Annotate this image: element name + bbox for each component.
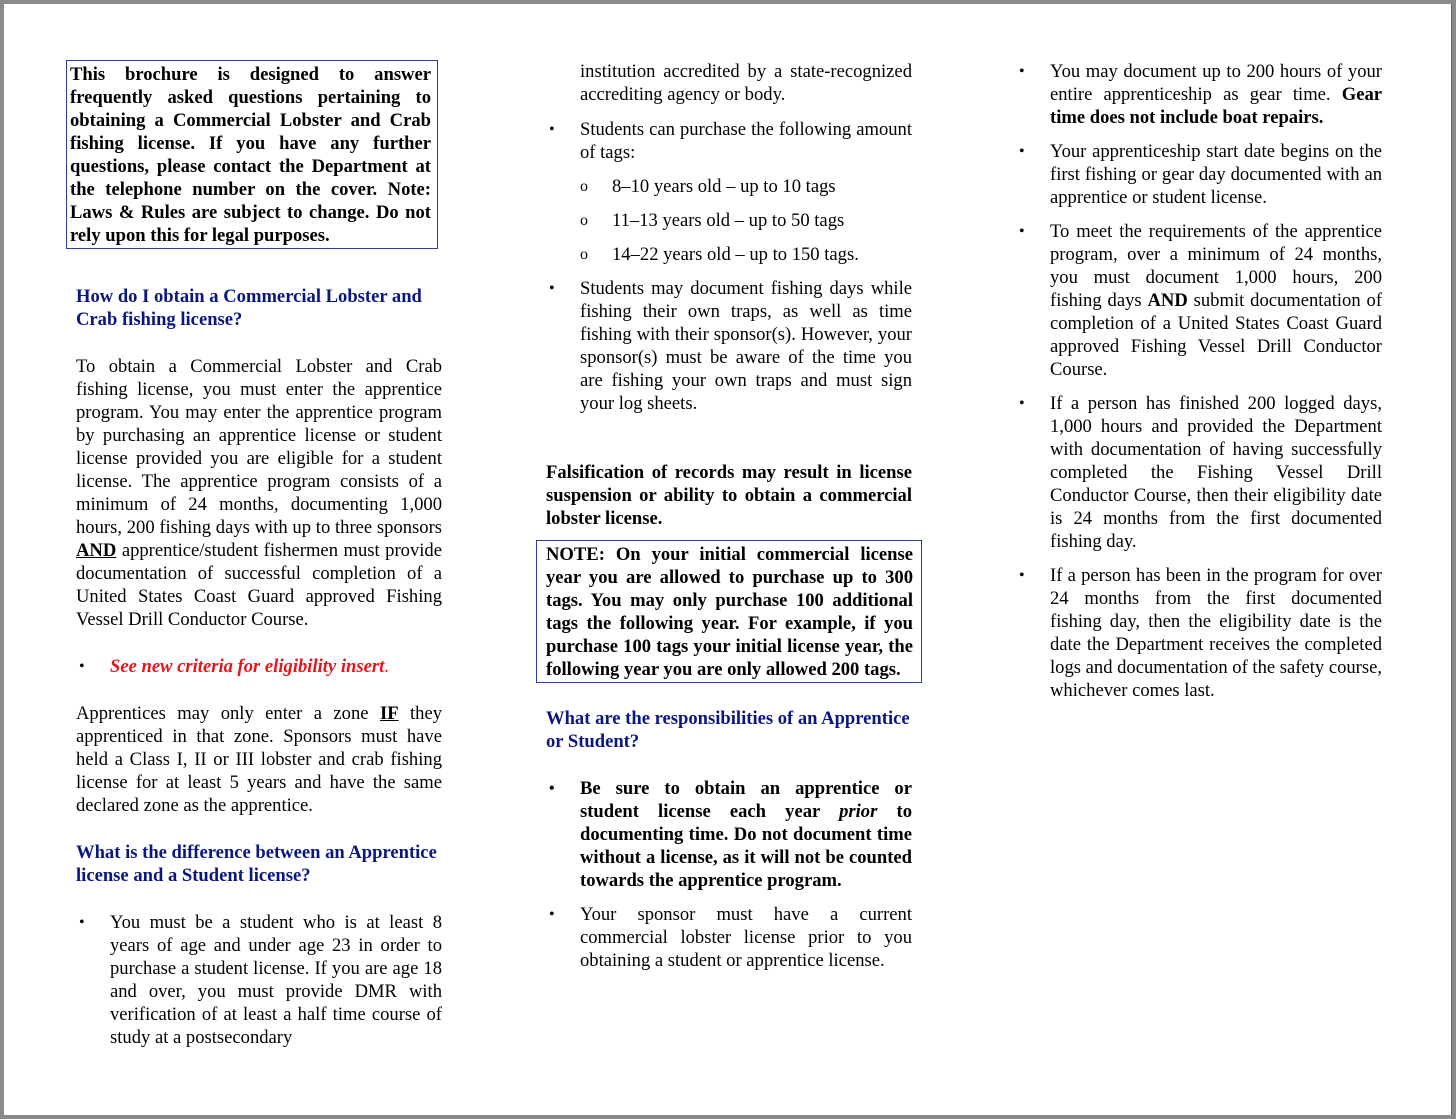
paragraph-zones: Apprentices may only enter a zone IF they apprenticed in that zone. Sponsors must have held a Class I, II or III lobster and crab fishing license for at least 5 years and have the same declared zone as the apprentice. — [76, 703, 442, 816]
sponsor-license-bullet: • Your sponsor must have a current commercial lobster license prior to you obtaining a student or apprentice license. — [546, 903, 912, 972]
responsibilities-list — [546, 777, 912, 972]
column-right — [1016, 60, 1382, 702]
intro-notice-text: This brochure is designed to answer frequently asked questions pertaining to obtaining a Commercial Lobster and Crab fishing license. If you have any further questions, please contact the Department at the telephone number on the cover. Note: Laws & Rules are subject to change. Do not rely upon this for legal purposes. — [70, 64, 431, 246]
tags-bullet: • Students can purchase the following amount of tags: — [546, 118, 912, 164]
over-24-months-bullet: • If a person has been in the program for over 24 months from the first documented fishing day, then the eligibility date is the date the Department receives the completed logs and documentation of the safety course, whichever comes last. — [1016, 564, 1382, 702]
column-middle — [546, 60, 912, 972]
heading-obtain-license: How do I obtain a Commercial Lobster and Crab fishing license? — [76, 286, 422, 330]
finished-eligibility-bullet: • If a person has finished 200 logged days, 1,000 hours and provided the Department with documentation of having successfully completed the Fishing Vessel Drill Conductor Course, then their eligibility date is 24 months from the first documented fishing day. — [1016, 392, 1382, 553]
tags-sub-item: o 8–10 years old – up to 10 tags — [546, 175, 912, 198]
eligibility-bullet: • See new criteria for eligibility insert. — [76, 655, 442, 678]
difference-list — [76, 911, 442, 1049]
eligibility-insert-note: See new criteria for eligibility insert — [110, 656, 385, 677]
continued-text: institution accredited by a state-recognized accrediting agency or body. — [580, 61, 912, 105]
and-emphasis: AND — [76, 540, 117, 561]
tags-sub-item: o 11–13 years old – up to 50 tags — [546, 209, 912, 232]
if-emphasis: IF — [379, 703, 399, 724]
student-age-bullet: • You must be a student who is at least 8 years of age and under age 23 in order to purchase a student license. If you are age 18 and over, you must provide DMR with verification of at least a half time course of study at a postsecondary — [76, 911, 442, 1049]
note-text: NOTE: On your initial commercial license year you are allowed to purchase up to 300 tags. You may only purchase 100 additional tags the following year. For example, if you purchase 100 tags your initial license year, the following year you are only allowed 200 tags. — [546, 544, 913, 680]
heading-license-difference: What is the difference between an Apprentice license and a Student license? — [76, 842, 437, 886]
requirements-list — [1016, 60, 1382, 702]
requirements-bullet: • To meet the requirements of the apprentice program, over a minimum of 24 months, you must document 1,000 hours, 200 fishing days AND submit documentation of completion of a United States Coast Guard approved Fishing Vessel Drill Conductor Course. — [1016, 220, 1382, 381]
paragraph-obtain-license: To obtain a Commercial Lobster and Crab fishing license, you must enter the apprentice program. You may enter the apprentice program by purchasing an apprentice license or student license provided you are eligible for a student license. The apprentice program consists of a minimum of 24 months, documenting 1,000 hours, 200 fishing days with up to three sponsors AND apprentice/student fishermen must provide documentation of successful completion of a United States Coast Guard approved Fishing Vessel Drill Conductor Course. — [76, 356, 442, 630]
gear-time-bullet: • You may document up to 200 hours of your entire apprenticeship as gear time. Gear time does not include boat repairs. — [1016, 60, 1382, 129]
license-timing-bullet: • Be sure to obtain an apprentice or student license each year prior to documenting time. Do not document time without a license, as it will not be counted towards the apprentice program. — [546, 777, 912, 892]
traps-bullet: • Students may document fishing days while fishing their own traps, as well as time fishing with their sponsor(s). However, your sponsor(s) must be aware of the time you are fishing your own traps and must sign your log sheets. — [546, 277, 912, 415]
falsification-warning: Falsification of records may result in license suspension or ability to obtain a commercial lobster license. — [546, 462, 912, 529]
eligibility-list — [76, 655, 442, 678]
note-box — [536, 540, 922, 683]
brochure-page — [4, 4, 1452, 1115]
column-left — [70, 60, 442, 1049]
heading-responsibilities: What are the responsibilities of an Apprentice or Student? — [546, 708, 910, 752]
start-date-bullet: • Your apprenticeship start date begins on the first fishing or gear day documented with an apprentice or student license. — [1016, 140, 1382, 209]
tags-sub-item: o 14–22 years old – up to 150 tags. — [546, 243, 912, 266]
intro-notice-box — [66, 60, 438, 249]
student-list — [546, 118, 912, 415]
